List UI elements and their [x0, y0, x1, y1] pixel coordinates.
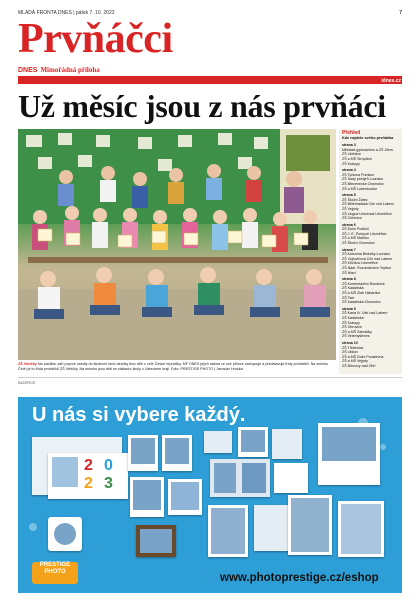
- sidebar-school: ZŠ Velemyšleves: [342, 334, 370, 339]
- sidebar-school: ZŠ Tyršova Pumlum: [342, 172, 375, 177]
- brand-sub: Mimořádná příloha: [40, 66, 100, 74]
- sidebar-school: ZŠ Kadaňská Chomutov: [342, 300, 381, 305]
- sidebar-school: ZŠ Kadaňská: [342, 315, 364, 320]
- sidebar-section: [339, 192, 402, 222]
- sidebar-school: ZŠ Třebenice: [342, 345, 364, 350]
- snow-card-4: [274, 463, 308, 493]
- framed-photo: [136, 525, 176, 557]
- sidebar-section: [339, 306, 402, 340]
- portrait-card-1: [128, 435, 158, 471]
- brand-line: [18, 66, 100, 74]
- prestige-photo-logo: [32, 562, 78, 584]
- sidebar-school: ZŠ Lingua Universal Litoměřice: [342, 211, 392, 216]
- red-bar: [18, 76, 402, 84]
- sidebar-school: ZŠ Březový nad Ohří: [342, 363, 376, 368]
- sidebar-school: ZŠ a MŠ Mašťov: [342, 236, 369, 241]
- sidebar-school: ZŠ Nádr. Rozdružovice Teplice: [342, 266, 392, 271]
- wall-calendar: [318, 423, 380, 485]
- sidebar-school: ZŠ a MŠ Lubenkovice: [342, 186, 378, 191]
- snow-card-3: [272, 429, 302, 459]
- sidebar-school: ZŠ a MŠ Zahrádky: [342, 329, 372, 334]
- sidebar-school: ZŠ Obrovice: [342, 325, 362, 330]
- sidebar-section-head: strana 6: [342, 222, 356, 227]
- calendar-year: [82, 457, 126, 495]
- sidebar-overview: [339, 129, 402, 374]
- sidebar-section: [339, 276, 402, 306]
- sidebar-school: ZŠ a MŠ Strupčice: [342, 156, 372, 161]
- sidebar-section: [339, 247, 402, 277]
- sidebar-school: ZŠ Kralupy: [342, 320, 360, 325]
- sidebar-school: ZŠ Kadaňská: [342, 286, 364, 291]
- brand-name: DNES: [18, 67, 38, 74]
- sidebar-school: ZŠ Chřenice: [342, 216, 362, 221]
- logo-line-1: PRESTIGE: [39, 562, 71, 568]
- sidebar-section-head: strana 3: [342, 143, 356, 148]
- ad-headline: U nás si vybere každý.: [32, 404, 246, 426]
- class-photo-drawing: [18, 129, 336, 360]
- sidebar-school: ZŠ Libkov: [342, 350, 358, 355]
- sidebar-school: ZŠ Bělehradská Cíle vod Labem: [342, 202, 394, 207]
- sidebar-school: ZŠ Karla IV. Ústí nad Labem: [342, 311, 388, 316]
- class-photo: [18, 129, 336, 360]
- sidebar-school: ZŠ Dolní Podluží: [342, 227, 369, 232]
- sidebar-school: ZŠ Vojtovičova Cíle nad Labem: [342, 256, 393, 261]
- sidebar-section-head: strana 4: [342, 168, 356, 173]
- sidebar-title: Přehled: [342, 130, 361, 136]
- snow-print: [254, 505, 292, 551]
- sidebar-school: ZŠ Březenecká Chomutov: [342, 181, 384, 186]
- caption-text: Na začátku září poprvé usedly do školních lavic desítky tisíc dětí z celé České republiky. MF DNES jejich radost ve své příloze zachycuje a představuje třídy prvňáčků. Na snímku Čech je to třída prvňáčků ZŠ Vrbičky. Na snímku jsou děti ze základní školy v Ústeckém kraji. Foto: PRESTIGE PHOTO | Jaroslav Hruška: [18, 362, 329, 371]
- sidebar-school: ZŠ Sady pionýrů Lounsko: [342, 177, 384, 182]
- sidebar-section: [339, 222, 402, 247]
- sidebar-school: ZŠ Tisé: [342, 295, 355, 300]
- photo-print-girl: [338, 501, 384, 557]
- sidebar-school: ZŠ Vejprty: [342, 206, 359, 211]
- year-digit: 2: [84, 457, 93, 474]
- sidebar-school: ZŠ a MŠ Zlatí Habartice: [342, 291, 381, 295]
- sidebar-section-head: strana 9: [342, 306, 356, 311]
- sidebar-section: [339, 340, 402, 370]
- year-digit: 0: [104, 457, 113, 474]
- divider: [18, 377, 402, 378]
- headline: Už měsíc jsou z nás prvňáci: [18, 88, 386, 124]
- ad-label: INZERCE: [18, 380, 36, 385]
- sidebar-school: ZŠ Školní Žatec: [342, 197, 368, 202]
- page-number: 7: [399, 10, 402, 16]
- sidebar-section: [339, 167, 402, 192]
- sidebar-school: ZŠ a MŠ Dolní Poustevna: [342, 354, 384, 359]
- sidebar-section-head: strana 7: [342, 247, 356, 252]
- photo-caption: [18, 362, 336, 371]
- portrait-print: [208, 505, 248, 557]
- site-label: idnes.cz: [381, 78, 401, 84]
- sidebar-section-head: strana 5: [342, 193, 356, 198]
- sidebar-school: ZŠ J. E. Purkyně Litoměřice: [342, 231, 387, 236]
- portrait-card-2: [162, 435, 192, 471]
- sidebar-school: ZŠ Hlaví: [342, 270, 356, 275]
- caption-lead: ZŠ Vrbičky: [18, 362, 37, 366]
- edition-text: MLADÁ FRONTA DNES | pátek 7. 10. 2022: [18, 10, 115, 16]
- sidebar-section-head: strana 8: [342, 277, 356, 282]
- sidebar-school: ZŠ a MŠ Vejprty: [342, 359, 368, 364]
- sidebar-school: ZŠ Antonína Bedolky Lounsko: [342, 252, 391, 257]
- snow-card-1: [204, 431, 232, 453]
- sidebar-school: Městská gymnázium a ZŠ Jilem.: [342, 147, 394, 152]
- sidebar-school: ZŠ Kralupy: [342, 161, 360, 166]
- sidebar-section: [339, 142, 402, 167]
- year-digit: 2: [84, 475, 93, 492]
- snow-card-2: [238, 427, 268, 457]
- photo-sheet-card: [168, 479, 202, 515]
- logo-line-2: PHOTO: [44, 569, 66, 575]
- photo-print-large: [288, 495, 332, 555]
- sidebar-section-head: strana 10: [342, 340, 358, 345]
- sidebar-school: ZŠ Libědice: [342, 152, 361, 157]
- sidebar-school: ZŠ Školní Chomutov: [342, 241, 375, 246]
- sidebar-sections: [339, 142, 402, 369]
- portrait-card-3: [130, 477, 164, 517]
- sidebar-school: ZŠ Komenského Roudnice: [342, 281, 385, 286]
- year-digit: 3: [104, 475, 113, 492]
- sidebar-school: ZŠ Křižíkov Litoměřice: [342, 261, 378, 266]
- sidebar-subtitle: Kde najdete svého prvňáčka: [342, 135, 394, 140]
- masthead: Prvňáčci: [18, 16, 173, 62]
- mug-product: [48, 517, 82, 551]
- calendar-2023-card: [48, 453, 128, 499]
- ad-url[interactable]: www.photoprestige.cz/eshop: [220, 572, 379, 584]
- christmas-card: [210, 459, 270, 497]
